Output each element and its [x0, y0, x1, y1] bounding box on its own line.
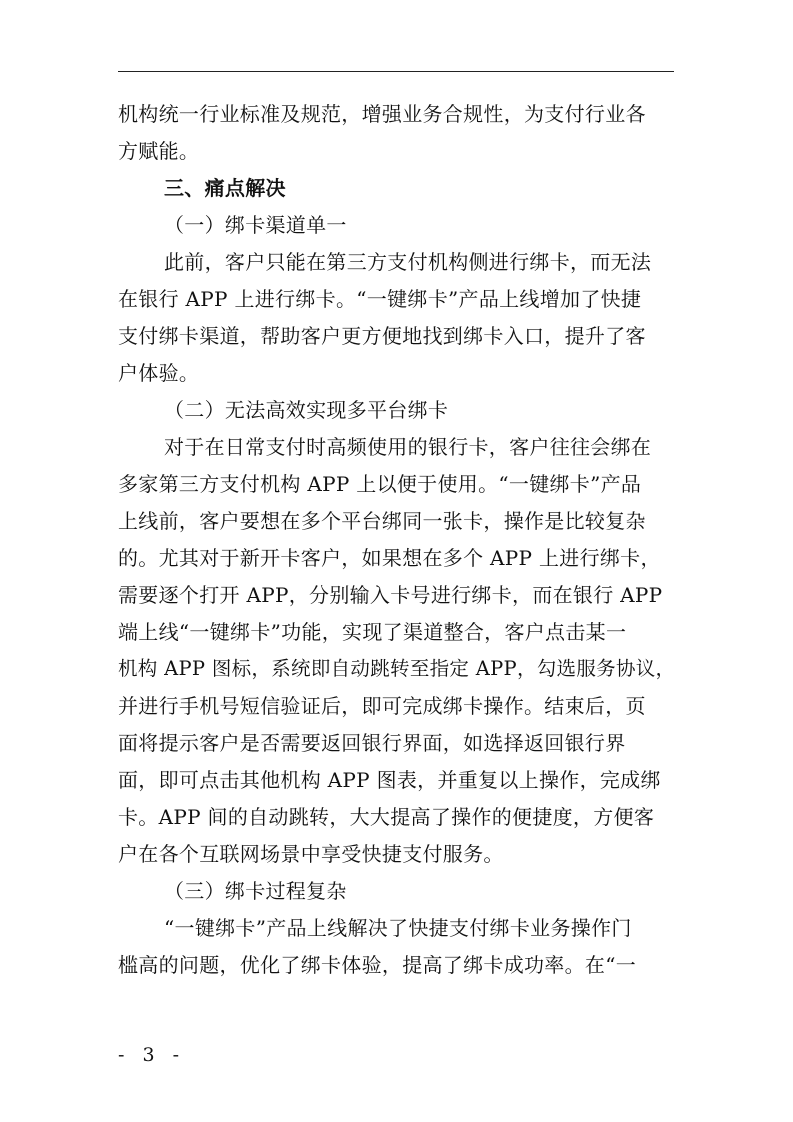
- body-line: 户体验。: [118, 361, 200, 385]
- section-heading: 三、痛点解决: [164, 176, 286, 200]
- body-line: 槛高的问题，优化了绑卡体验，提高了绑卡成功率。在“一: [118, 953, 637, 977]
- header-rule: [118, 71, 674, 72]
- body-line: 方赋能。: [118, 139, 200, 163]
- body-line: “一键绑卡”产品上线解决了快捷支付绑卡业务操作门: [164, 916, 632, 940]
- body-line: 面将提示客户是否需要返回银行界面，如选择返回银行界: [118, 731, 626, 755]
- body-line: 卡。APP 间的自动跳转，大大提高了操作的便捷度，方便客: [118, 805, 655, 829]
- body-line: 多家第三方支付机构 APP 上以便于使用。“一键绑卡”产品: [118, 472, 642, 496]
- body-line: 在银行 APP 上进行绑卡。“一键绑卡”产品上线增加了快捷: [118, 287, 642, 311]
- body-line: 面，即可点击其他机构 APP 图表，并重复以上操作，完成绑: [118, 768, 661, 792]
- body-line: 机构 APP 图标，系统即自动跳转至指定 APP，勾选服务协议，: [118, 657, 676, 680]
- page-number: - 3 -: [118, 1044, 186, 1066]
- subsection-heading: （一）绑卡渠道单一: [164, 213, 347, 237]
- subsection-heading: （三）绑卡过程复杂: [164, 879, 347, 903]
- body-line: 对于在日常支付时高频使用的银行卡，客户往往会绑在: [164, 435, 652, 459]
- body-line: 的。尤其对于新开卡客户，如果想在多个 APP 上进行绑卡，: [118, 546, 661, 570]
- body-line: 上线前，客户要想在多个平台绑同一张卡，操作是比较复杂: [118, 509, 646, 533]
- body-line: 并进行手机号短信验证后，即可完成绑卡操作。结束后，页: [118, 694, 646, 718]
- subsection-heading: （二）无法高效实现多平台绑卡: [164, 398, 449, 422]
- body-line: 户在各个互联网场景中享受快捷支付服务。: [118, 842, 504, 866]
- body-line: 需要逐个打开 APP，分别输入卡号进行绑卡，而在银行 APP: [118, 583, 663, 607]
- body-line: 此前，客户只能在第三方支付机构侧进行绑卡，而无法: [164, 250, 652, 274]
- body-line: 机构统一行业标准及规范，增强业务合规性，为支付行业各: [118, 102, 646, 126]
- body-line: 端上线“一键绑卡”功能，实现了渠道整合，客户点击某一: [118, 620, 627, 644]
- body-line: 支付绑卡渠道，帮助客户更方便地找到绑卡入口，提升了客: [118, 324, 646, 348]
